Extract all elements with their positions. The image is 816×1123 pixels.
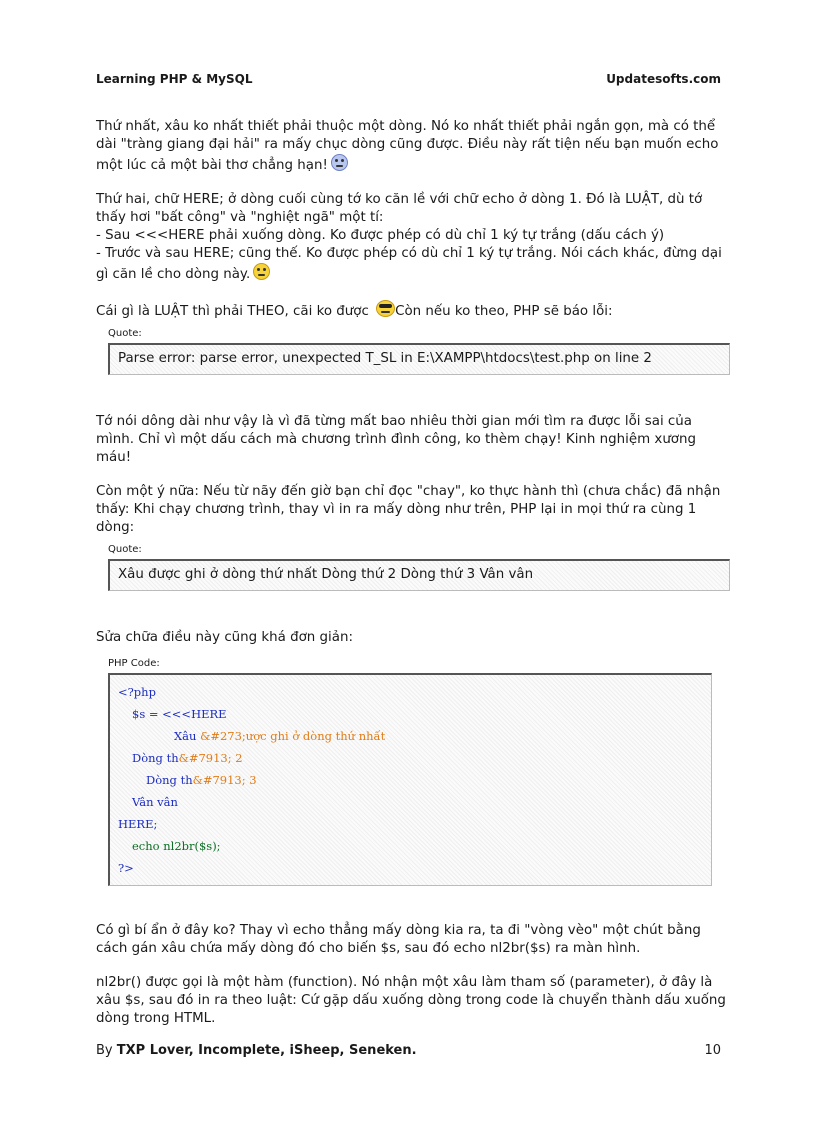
code-block [108, 657, 726, 886]
paragraph-7: Có gì bí ẩn ở đây ko? Thay vì echo thẳng mấy dòng kia ra, ta đi "vòng vèo" một chút bằng cách gán xâu chứa mấy dòng đó cho biến $s, sau đó echo nl2br($s) ra màn hình. [96, 923, 701, 956]
code-token: &#7913; 3 [192, 773, 257, 787]
paragraph-3-text-b: Còn nếu ko theo, PHP sẽ báo lỗi: [395, 304, 613, 319]
page-content [96, 118, 726, 1044]
quote-box: Parse error: parse error, unexpected T_SL in E:\XAMPP\htdocs\test.php on line 2 [108, 343, 730, 375]
code-token: &#7913; 2 [178, 751, 243, 765]
footer-authors: TXP Lover, Incomplete, iSheep, Seneken. [116, 1043, 417, 1058]
code-line [118, 747, 703, 769]
page-header [96, 72, 721, 90]
quote-box: Xâu được ghi ở dòng thứ nhất Dòng thứ 2 Dòng thứ 3 Vân vân [108, 559, 730, 591]
header-site: Updatesofts.com [606, 72, 721, 86]
smile-emoticon-icon [253, 263, 270, 280]
grin-emoticon-icon [331, 154, 348, 171]
page-number: 10 [704, 1043, 721, 1058]
code-line: $s = <<<HERE [132, 707, 227, 721]
page-footer [96, 1043, 721, 1058]
quote-label: Quote: [108, 544, 142, 555]
paragraph-8: nl2br() được gọi là một hàm (function). Nó nhận một xâu làm tham số (parameter), ở đây là xâu $s, sau đó in ra theo luật: Cứ gặp dấu xuống dòng trong code là chuyển thành dấu xuống dòng trong HTML. [96, 975, 726, 1026]
code-line [118, 769, 703, 791]
paragraph-3 [96, 300, 726, 321]
code-line [118, 725, 703, 747]
code-line: echo nl2br($s); [132, 839, 221, 853]
code-line: ?> [118, 861, 134, 875]
paragraph-2 [96, 191, 726, 284]
sunglasses-emoticon-icon [376, 300, 395, 317]
code-box [108, 673, 712, 886]
paragraph-3-text-a: Cái gì là LUẬT thì phải THEO, cãi ko được [96, 304, 369, 319]
quote-block-1 [108, 327, 726, 375]
paragraph-2-line-1: Thứ hai, chữ HERE; ở dòng cuối cùng tớ ko căn lề với chữ echo ở dòng 1. Đó là LUẬT, dù tớ thấy hơi "bất công" và "nghiệt ngã" một tí: [96, 192, 703, 225]
paragraph-6: Sửa chữa điều này cũng khá đơn giản: [96, 630, 353, 645]
code-token: Dòng th [146, 773, 193, 787]
paragraph-1-text: Thứ nhất, xâu ko nhất thiết phải thuộc một dòng. Nó ko nhất thiết phải ngắn gọn, mà có thể dài "tràng giang đại hải" ra mấy chục dòng cũng được. Điều này rất tiện nếu bạn muốn echo một lúc cả một bài thơ chẳng hạn! [96, 119, 719, 173]
code-line: Vân vân [132, 795, 178, 809]
paragraph-2-line-3: - Trước và sau HERE; cũng thế. Ko được phép có dù chỉ 1 ký tự trắng. Nói cách khác, đừng dại gì căn lề cho dòng này. [96, 246, 722, 282]
paragraph-4: Tớ nói dông dài như vậy là vì đã từng mất bao nhiêu thời gian mới tìm ra được lỗi sai của mình. Chỉ vì một dấu cách mà chương trình đình công, ko thèm chạy! Kinh nghiệm xương máu! [96, 414, 696, 465]
header-title: Learning PHP & MySQL [96, 72, 253, 86]
paragraph-2-line-2: - Sau <<<HERE phải xuống dòng. Ko được phép có dù chỉ 1 ký tự trắng (dấu cách ý) [96, 228, 665, 243]
paragraph-5: Còn một ý nữa: Nếu từ nãy đến giờ bạn chỉ đọc "chay", ko thực hành thì (chưa chắc) đã nhận thấy: Khi chạy chương trình, thay vì in ra mấy dòng như trên, PHP lại in mọi thứ ra cùng 1 dòng: [96, 484, 721, 535]
code-token: Dòng th [132, 751, 179, 765]
code-label: PHP Code: [108, 658, 160, 669]
paragraph-1 [96, 118, 726, 175]
quote-block-2 [108, 543, 726, 591]
code-token: &#273;ược ghi ở dòng thứ nhất [200, 729, 386, 743]
quote-label: Quote: [108, 328, 142, 339]
footer-by: By [96, 1043, 113, 1058]
code-token: Xâu [174, 729, 201, 743]
code-line: <?php [118, 685, 156, 699]
code-line: HERE; [118, 817, 158, 831]
